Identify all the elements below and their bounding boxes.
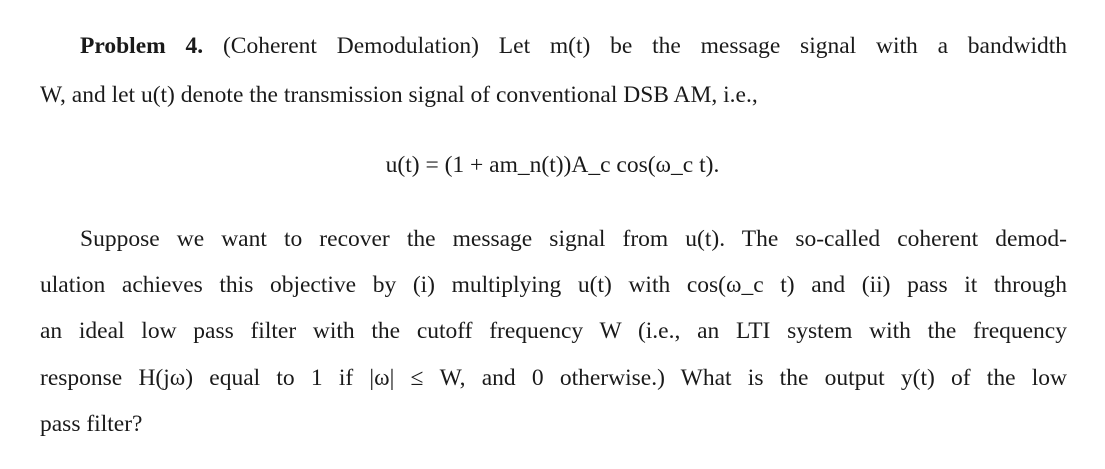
paragraph-2-line-4: response H(jω) equal to 1 if |ω| ≤ W, and 0 otherwise.) What is the output y(t) of the low: [40, 365, 1067, 391]
paragraph-2-line-5: pass filter?: [40, 411, 143, 437]
problem-heading: Problem 4.: [80, 33, 204, 59]
problem-line-2: W, and let u(t) denote the transmission signal of conventional DSB AM, i.e.,: [40, 82, 758, 108]
paragraph-2-line-3: an ideal low pass filter with the cutoff frequency W (i.e., an LTI system with the frequency: [40, 318, 1067, 344]
problem-line-1-text: (Coherent Demodulation) Let m(t) be the message signal with a bandwidth: [222, 33, 1068, 59]
problem-line-1: [80, 31, 1067, 61]
equation-display: u(t) = (1 + am_n(t))A_c cos(ω_c t).: [385, 152, 720, 178]
paragraph-2-line-1: Suppose we want to recover the message signal from u(t). The so-called coherent demod-: [80, 226, 1067, 252]
paragraph-2-line-2: ulation achieves this objective by (i) multiplying u(t) with cos(ω_c t) and (ii) pass it through: [40, 272, 1067, 298]
